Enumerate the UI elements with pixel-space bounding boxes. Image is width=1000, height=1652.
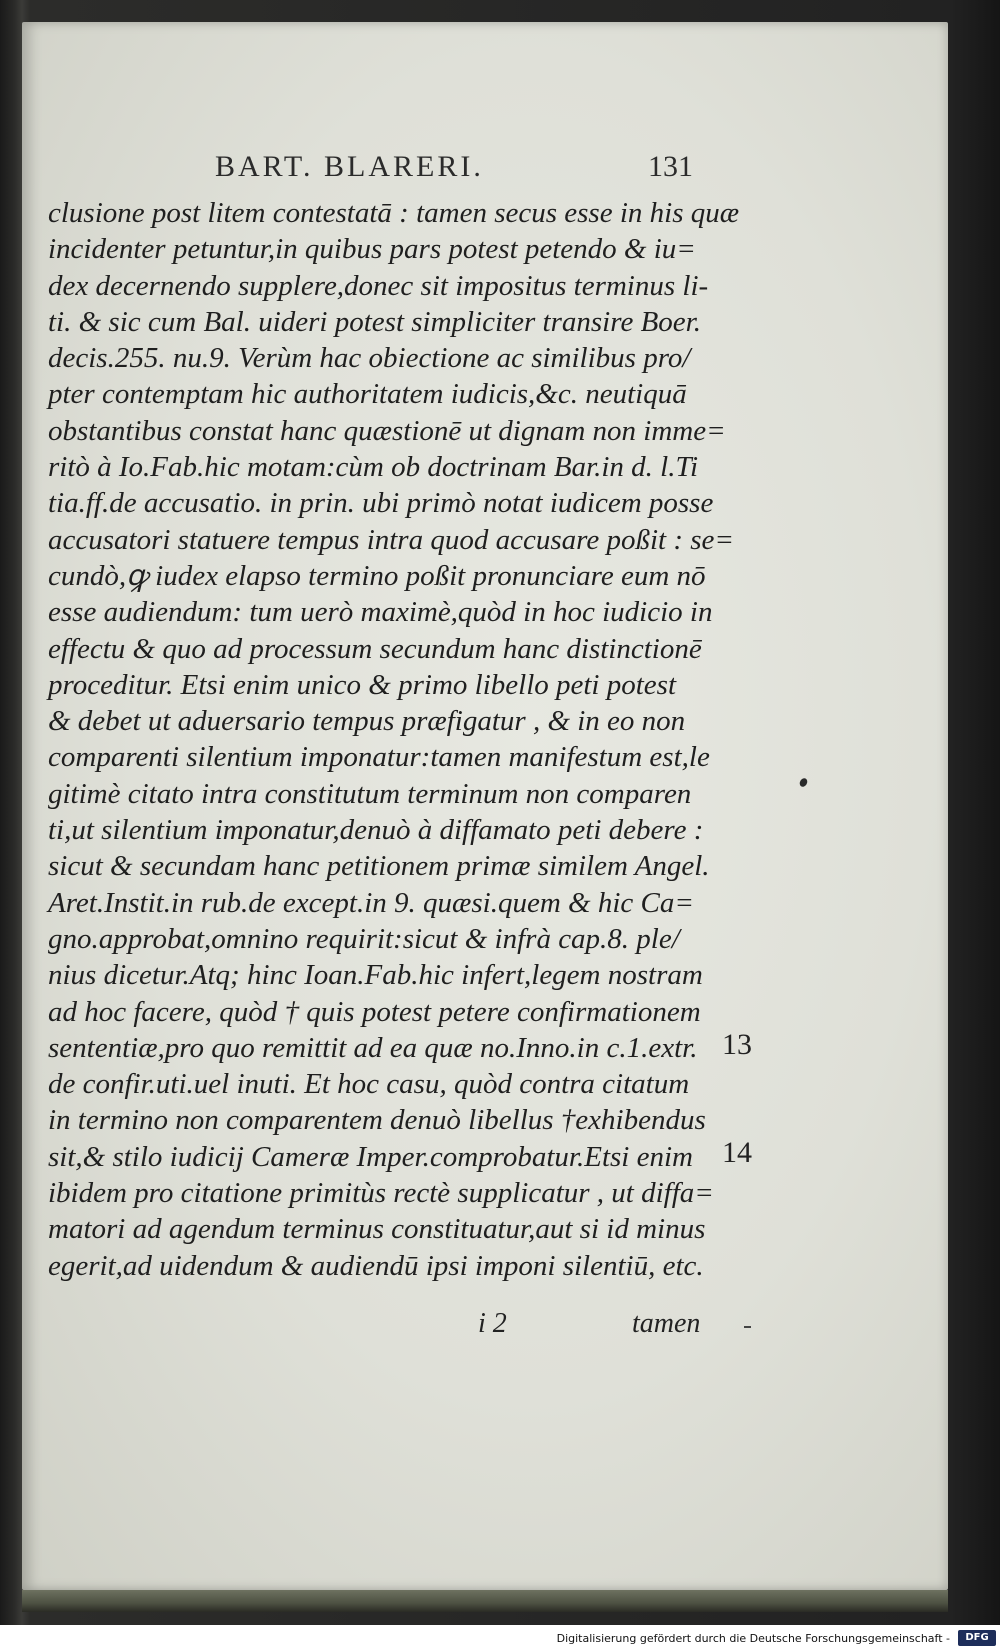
margin-number-14: 14	[722, 1136, 752, 1169]
text-line: sit,& stilo iudicij Cameræ Imper.comprobatur.Etsi enim	[48, 1140, 693, 1173]
text-line: nius dicetur.Atq; hinc Ioan.Fab.hic infert,legem nostram	[48, 959, 703, 992]
page-edge	[22, 1590, 948, 1612]
text-line: Aret.Instit.in rub.de except.in 9. quæsi.quem & hic Ca=	[48, 886, 694, 919]
text-line: comparenti silentium imponatur:tamen manifestum est,le	[48, 741, 710, 774]
catchword: tamen	[632, 1308, 701, 1339]
body-text	[48, 195, 748, 1284]
text-line: egerit,ad uidendum & audiendū ipsi imponi silentiū, etc.	[48, 1249, 704, 1282]
text-line: in termino non comparentem denuò libellus †exhibendus	[48, 1104, 706, 1137]
folio-number: 131	[648, 150, 693, 183]
text-line: ibidem pro citatione primitùs rectè supplicatur , ut diffa=	[48, 1177, 714, 1210]
text-line: ti,ut silentium imponatur,denuò à diffamato peti debere :	[48, 814, 704, 847]
text-line: effectu & quo ad processum secundum hanc distinctionē	[48, 632, 702, 665]
text-line: accusatori statuere tempus intra quod accusare poßit : se=	[48, 523, 734, 556]
running-head	[0, 150, 1000, 190]
margin-dash	[744, 1326, 751, 1328]
text-line: ritò à Io.Fab.hic motam:cùm ob doctrinam Bar.in d. l.Ti	[48, 451, 699, 484]
margin-number-13: 13	[722, 1028, 752, 1061]
text-line: clusione post litem contestatā : tamen secus esse in his quæ	[48, 197, 740, 229]
text-line: dex decernendo supplere,donec sit impositus terminus li-	[48, 269, 709, 302]
text-line: cundò,ꝙ iudex elapso termino poßit pronunciare eum nō	[48, 559, 706, 592]
signature-mark: i 2	[478, 1308, 507, 1339]
text-line: gitimè citato intra constitutum terminum non comparen	[48, 777, 692, 810]
dfg-logo: DFG	[958, 1630, 996, 1646]
text-line: proceditur. Etsi enim unico & primo libello peti potest	[48, 668, 677, 701]
text-line: obstantibus constat hanc quæstionē ut dignam non imme=	[48, 414, 726, 447]
text-line: esse audiendum: tum uerò maximè,quòd in hoc iudicio in	[48, 596, 713, 629]
text-line: gno.approbat,omnino requirit:sicut & infrà cap.8. ple/	[48, 922, 680, 955]
text-line: de confir.uti.uel inuti. Et hoc casu, quòd contra citatum	[48, 1068, 690, 1101]
text-line: decis.255. nu.9. Verùm hac obiectione ac similibus pro/	[48, 342, 691, 375]
text-line: sicut & secundam hanc petitionem primæ similem Angel.	[48, 850, 710, 883]
text-line: pter contemptam hic authoritatem iudicis,&c. neutiquā	[48, 378, 687, 411]
catchword-line	[0, 1308, 1000, 1348]
text-line: incidenter petuntur,in quibus pars potest petendo & iu=	[48, 233, 696, 266]
text-line: matori ad agendum terminus constituatur,aut si id minus	[48, 1213, 706, 1246]
text-line: ad hoc facere, quòd † quis potest petere confirmationem	[48, 995, 701, 1028]
text-line: & debet ut aduersario tempus præfigatur , & in eo non	[48, 705, 686, 738]
text-line: tia.ff.de accusatio. in prin. ubi primò notat iudicem posse	[48, 487, 714, 520]
digitization-credit: Digitalisierung gefördert durch die Deutsche Forschungsgemeinschaft -	[556, 1632, 950, 1645]
running-title: BART. BLARERI.	[215, 150, 484, 183]
text-line: ti. & sic cum Bal. uideri potest simpliciter transire Boer.	[48, 305, 701, 338]
text-line: sententiæ,pro quo remittit ad ea quæ no.Inno.in c.1.extr.	[48, 1031, 698, 1064]
